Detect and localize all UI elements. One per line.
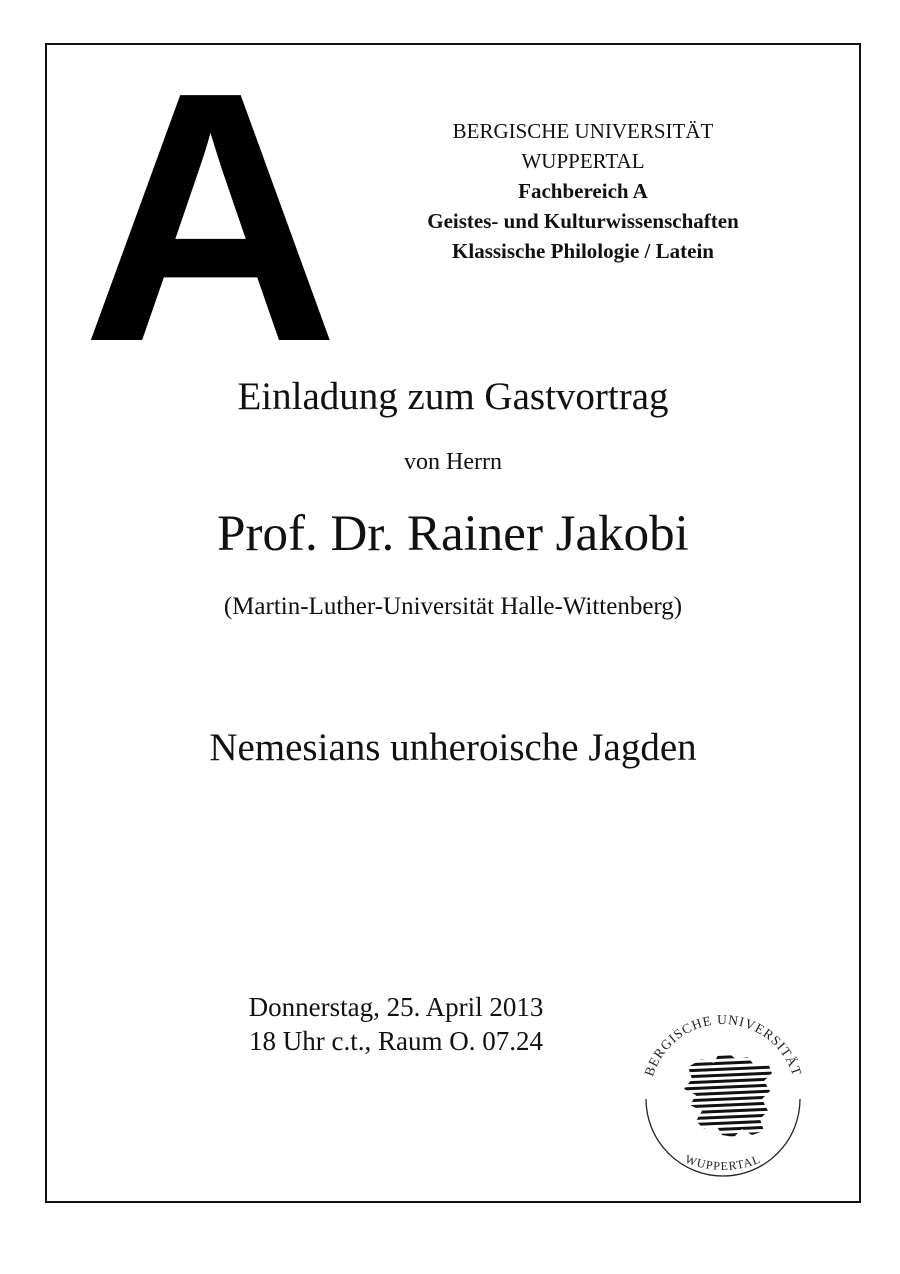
university-name-line2: WUPPERTAL <box>521 149 645 173</box>
institution-block <box>383 116 783 266</box>
event-details <box>196 990 596 1058</box>
university-seal-lion-icon <box>630 1007 816 1179</box>
svg-text:WUPPERTAL: WUPPERTAL <box>683 1151 763 1174</box>
subject-name: Klassische Philologie / Latein <box>452 239 714 263</box>
faculty-letter-logo: A <box>82 19 340 416</box>
university-name-line1: BERGISCHE UNIVERSITÄT <box>452 119 714 143</box>
event-date: Donnerstag, 25. April 2013 <box>248 992 544 1022</box>
department-name: Fachbereich A <box>518 179 648 203</box>
speaker-affiliation: (Martin-Luther-Universität Halle-Wittenberg) <box>223 593 683 620</box>
svg-text:BERGISCHE UNIVERSITÄT: BERGISCHE UNIVERSITÄT <box>641 1011 805 1079</box>
event-time-room: 18 Uhr c.t., Raum O. 07.24 <box>249 1026 543 1056</box>
speaker-name: Prof. Dr. Rainer Jakobi <box>217 506 689 562</box>
lecture-title: Nemesians unheroische Jagden <box>209 726 697 769</box>
faculty-name: Geistes- und Kulturwissenschaften <box>427 209 739 233</box>
speaker-prefix: von Herrn <box>404 449 502 475</box>
invitation-title: Einladung zum Gastvortrag <box>237 375 669 418</box>
